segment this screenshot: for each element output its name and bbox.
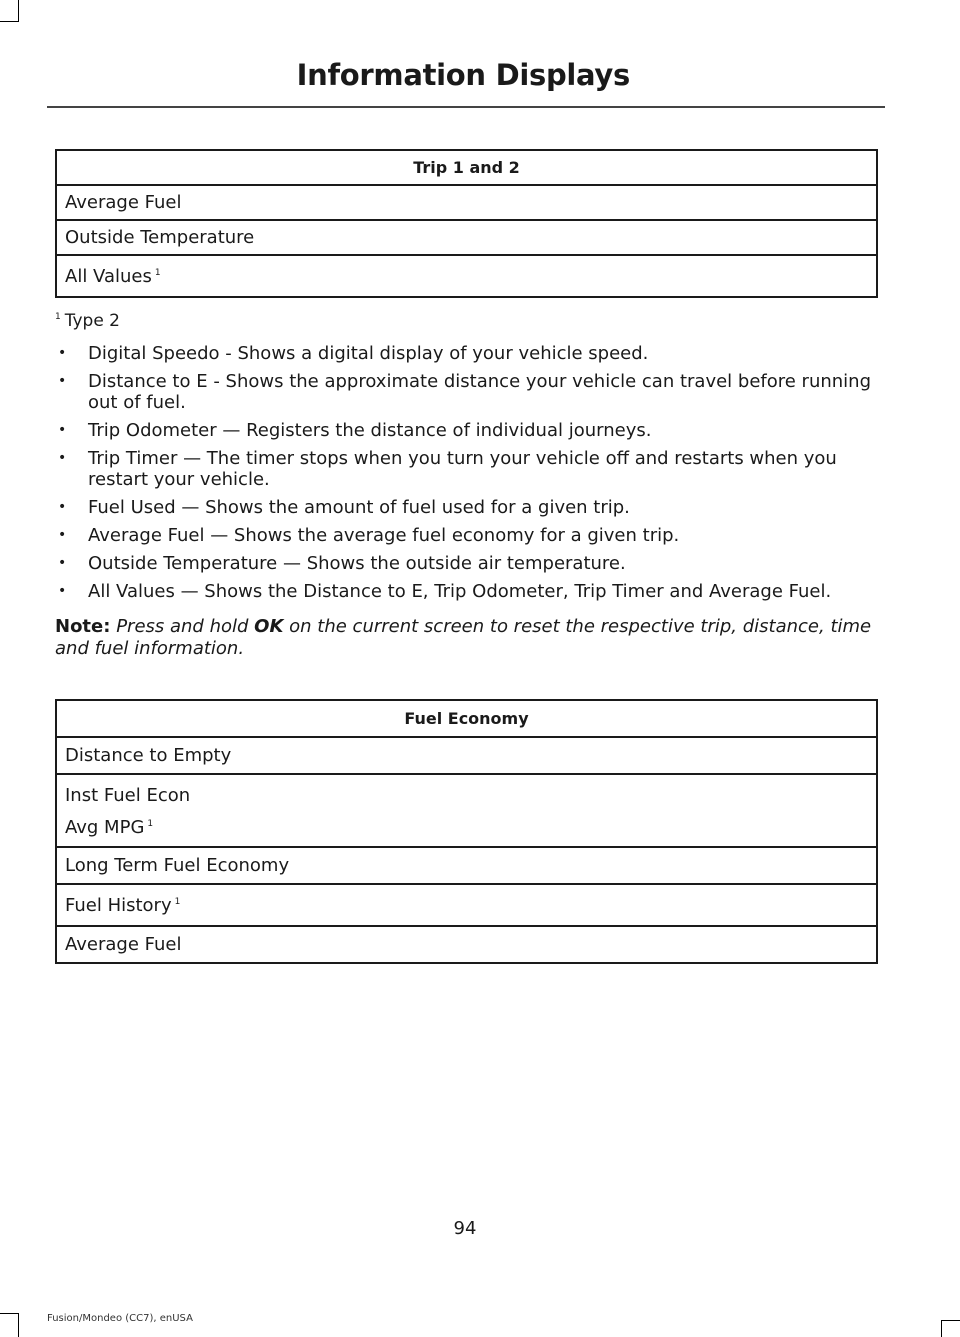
footnote-ref: 1 [174, 896, 181, 907]
table-cell [56, 737, 877, 774]
ok-key: OK [254, 616, 284, 637]
footnote-marker: 1 [55, 312, 61, 323]
list-item: • Distance to E - Shows the approximate distance your vehicle can travel before running out of fuel. [55, 371, 880, 413]
cell-text: Avg MPG [65, 817, 145, 838]
crop-mark [941, 1320, 960, 1321]
cell-text: Outside Temperature [65, 227, 255, 248]
feature-list [55, 343, 880, 609]
footnote-text: Type 2 [64, 311, 121, 331]
table-cell [56, 774, 877, 847]
table-cell [56, 926, 877, 963]
footnote [55, 311, 120, 331]
cell-text: All Values [65, 265, 152, 287]
table-header-row [56, 150, 877, 185]
crop-mark [18, 1313, 19, 1337]
list-item: • All Values — Shows the Distance to E, Trip Odometer, Trip Timer and Average Fuel. [55, 581, 880, 602]
note-text-before: Press and hold [116, 616, 249, 637]
table-cell [56, 255, 877, 297]
table-header-row [56, 700, 877, 737]
list-item: • Average Fuel — Shows the average fuel economy for a given trip. [55, 525, 880, 546]
table-row [56, 220, 877, 255]
cell-text: Long Term Fuel Economy [65, 855, 290, 876]
page-title: Information Displays [296, 58, 630, 92]
table-cell [56, 185, 877, 220]
footnote-ref: 1 [154, 267, 161, 278]
fuel-table-heading: Fuel Economy [56, 700, 877, 737]
table-cell [56, 220, 877, 255]
crop-mark [0, 21, 19, 22]
table-row [56, 926, 877, 963]
crop-mark [18, 0, 19, 22]
cell-text: Inst Fuel Econ [65, 785, 191, 806]
trip-table-heading: Trip 1 and 2 [56, 150, 877, 185]
table-cell [56, 884, 877, 926]
header-rule [47, 106, 885, 108]
page-number: 94 [453, 1218, 477, 1239]
note [55, 616, 885, 660]
table-row [56, 847, 877, 884]
cell-text: Fuel History [65, 894, 172, 916]
crop-mark [941, 1320, 942, 1337]
trip-table [55, 149, 878, 298]
footer-model: Fusion/Mondeo (CC7), enUSA [47, 1313, 193, 1324]
list-item: • Digital Speedo - Shows a digital display of your vehicle speed. [55, 343, 880, 364]
table-row [56, 774, 877, 847]
cell-text: Average Fuel [65, 192, 182, 213]
footnote-ref: 1 [147, 819, 154, 829]
note-text-after: on the current screen to reset the respective trip, distance, time and fuel information. [55, 616, 872, 659]
table-row [56, 884, 877, 926]
cell-text: Distance to Empty [65, 745, 232, 766]
list-item: • Trip Timer — The timer stops when you turn your vehicle off and restarts when you restart your vehicle. [55, 448, 880, 490]
table-cell [56, 847, 877, 884]
table-row [56, 737, 877, 774]
crop-mark [0, 1313, 19, 1314]
list-item: • Trip Odometer — Registers the distance of individual journeys. [55, 420, 880, 441]
table-row [56, 185, 877, 220]
fuel-economy-table [55, 699, 878, 964]
list-item: • Outside Temperature — Shows the outside air temperature. [55, 553, 880, 574]
note-label: Note: [55, 616, 111, 637]
cell-text: Average Fuel [65, 934, 182, 955]
list-item: • Fuel Used — Shows the amount of fuel used for a given trip. [55, 497, 880, 518]
table-row [56, 255, 877, 297]
